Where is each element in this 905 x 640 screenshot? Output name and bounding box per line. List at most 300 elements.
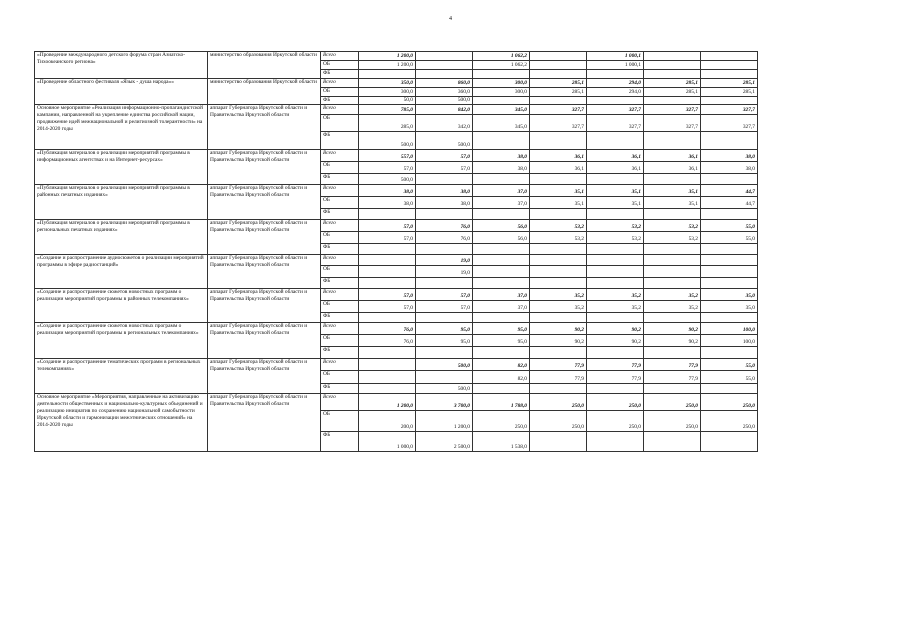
amount-cell [587,347,644,359]
amount-cell: 1 062,2 [473,52,530,61]
executor-cell: министерство образования Иркутской области [208,52,321,79]
amount-cell [644,52,701,61]
amount-cell [587,278,644,289]
amount-cell [587,313,644,323]
amount-cell: 500,0 [416,359,473,371]
table-body [35,52,758,452]
amount-cell [587,244,644,255]
amount-cell [473,244,530,255]
amount-cell: 285,1 [644,88,701,97]
amount-cell: 285,1 [530,88,587,97]
funding-source-cell: Всего [321,359,359,371]
funding-source-cell: Всего [321,220,359,232]
amount-cell [587,432,644,452]
table-row [35,359,758,371]
amount-cell: 38,0 [701,162,758,174]
executor-cell: аппарат Губернатора Иркутской области и Правительства Иркутской области [208,359,321,394]
amount-cell: 82,0 [473,371,530,384]
amount-cell [644,244,701,255]
amount-cell: 250,0 [701,411,758,432]
page-number: 4 [449,16,452,22]
amount-cell: 38,0 [416,197,473,209]
amount-cell: 285,1 [701,88,758,97]
amount-cell: 77,9 [530,371,587,384]
amount-cell: 90,2 [644,335,701,347]
executor-cell: аппарат Губернатора Иркутской области и Правительства Иркутской области [208,105,321,150]
amount-cell [701,97,758,105]
executor-cell: аппарат Губернатора Иркутской области и Правительства Иркутской области [208,220,321,255]
amount-cell: 285,1 [530,79,587,88]
amount-cell [359,347,416,359]
amount-cell [473,132,530,150]
amount-cell: 90,2 [587,335,644,347]
amount-cell: 36,1 [644,162,701,174]
funding-source-cell: ОБ [321,371,359,384]
amount-cell: 500,0 [359,174,416,185]
amount-cell: 35,1 [587,185,644,197]
activity-name-cell: Основное мероприятие «Мероприятия, направленные на активизацию деятельности общественных и национально-культурных объединений и реализацию инициатив по сохранению национальной самобытности Иркутской области и гармонизации межэтнических отношений» на 2014-2020 годы [35,394,208,452]
table-row [35,289,758,301]
amount-cell [587,209,644,220]
amount-cell: 35,1 [530,185,587,197]
amount-cell: 1 062,2 [473,61,530,70]
amount-cell [644,132,701,150]
amount-cell [701,244,758,255]
amount-cell: 327,7 [701,115,758,132]
activity-name-cell: «Проведение областного фестиваля «Язык - душа народа»» [35,79,208,105]
amount-cell [359,255,416,266]
activity-name-cell: «Создание и распространение тематических программ в региональных телекомпаниях» [35,359,208,394]
amount-cell [359,278,416,289]
executor-cell: аппарат Губернатора Иркутской области и Правительства Иркутской области [208,289,321,323]
funding-source-cell: ФБ [321,97,359,105]
amount-cell: 95,0 [416,335,473,347]
executor-cell: аппарат Губернатора Иркутской области и Правительства Иркутской области [208,150,321,185]
amount-cell: 300,0 [473,79,530,88]
amount-cell [473,347,530,359]
amount-cell [530,209,587,220]
amount-cell: 37,0 [473,197,530,209]
amount-cell [587,70,644,79]
amount-cell [701,132,758,150]
activity-name-cell: «Создание и распространение аудиосюжетов о реализации мероприятий программы в эфире радиостанций» [35,255,208,289]
amount-cell: 53,2 [587,232,644,244]
amount-cell [701,266,758,278]
amount-cell: 76,0 [416,232,473,244]
amount-cell: 53,2 [587,220,644,232]
amount-cell: 285,1 [701,79,758,88]
amount-cell: 55,0 [701,359,758,371]
activity-name-cell: «Проведение международного детского форума стран Азиатско-Тихоокеанского региона» [35,52,208,79]
amount-cell [644,209,701,220]
executor-cell: министерство образования Иркутской области [208,79,321,105]
funding-source-cell: ОБ [321,61,359,70]
amount-cell: 200,0 [359,411,416,432]
amount-cell: 300,0 [473,88,530,97]
amount-cell: 53,2 [530,220,587,232]
amount-cell: 345,0 [473,105,530,115]
amount-cell [530,61,587,70]
funding-source-cell: ФБ [321,132,359,150]
amount-cell: 250,0 [701,394,758,411]
amount-cell: 55,0 [701,220,758,232]
amount-cell [701,52,758,61]
amount-cell [644,384,701,394]
amount-cell [416,70,473,79]
amount-cell: 285,1 [644,79,701,88]
amount-cell: 285,0 [359,115,416,132]
funding-source-cell: ФБ [321,432,359,452]
amount-cell [359,313,416,323]
amount-cell [473,209,530,220]
amount-cell [359,384,416,394]
amount-cell [359,359,416,371]
amount-cell: 57,0 [359,301,416,313]
amount-cell: 250,0 [587,394,644,411]
amount-cell: 1 200,0 [359,61,416,70]
amount-cell [473,255,530,266]
funding-source-cell: ОБ [321,115,359,132]
amount-cell: 19,0 [416,266,473,278]
funding-source-cell: ОБ [321,411,359,432]
amount-cell [530,384,587,394]
amount-cell [644,97,701,105]
table-row [35,52,758,61]
amount-cell [644,347,701,359]
amount-cell: 557,0 [359,150,416,162]
amount-cell [359,209,416,220]
amount-cell [473,174,530,185]
amount-cell: 19,0 [416,255,473,266]
amount-cell: 38,0 [473,150,530,162]
amount-cell: 35,0 [701,301,758,313]
program-funding-table [34,51,758,452]
amount-cell: 38,0 [359,185,416,197]
amount-cell [473,313,530,323]
amount-cell [530,278,587,289]
amount-cell [701,174,758,185]
amount-cell: 35,1 [644,185,701,197]
amount-cell: 500,0 [416,97,473,105]
activity-name-cell: «Публикация материалов о реализации мероприятий программы в районных печатных изданиях» [35,185,208,220]
amount-cell: 35,2 [587,289,644,301]
amount-cell: 44,7 [701,185,758,197]
amount-cell [416,313,473,323]
amount-cell [416,52,473,61]
amount-cell: 1 538,0 [473,432,530,452]
amount-cell: 76,0 [359,323,416,335]
amount-cell [587,132,644,150]
amount-cell [644,313,701,323]
table-row [35,150,758,162]
amount-cell: 57,0 [416,289,473,301]
amount-cell: 57,0 [359,220,416,232]
amount-cell [587,174,644,185]
amount-cell: 36,1 [587,162,644,174]
amount-cell [530,132,587,150]
amount-cell: 38,0 [473,162,530,174]
amount-cell: 77,9 [530,359,587,371]
amount-cell: 294,0 [587,88,644,97]
amount-cell [473,70,530,79]
amount-cell [587,266,644,278]
funding-source-cell: ФБ [321,174,359,185]
funding-source-cell: ОБ [321,197,359,209]
amount-cell [701,255,758,266]
amount-cell [530,52,587,61]
amount-cell: 250,0 [644,411,701,432]
executor-cell: аппарат Губернатора Иркутской области и Правительства Иркутской области [208,394,321,452]
amount-cell: 35,0 [701,289,758,301]
funding-source-cell: Всего [321,394,359,411]
amount-cell: 53,2 [530,232,587,244]
amount-cell [530,174,587,185]
activity-name-cell: «Создание и распространение сюжетов новостных программ о реализации мероприятий программы в региональных телекомпаниях» [35,323,208,359]
funding-source-cell: ФБ [321,384,359,394]
amount-cell [587,384,644,394]
amount-cell: 55,0 [701,371,758,384]
amount-cell [416,209,473,220]
amount-cell: 53,2 [644,220,701,232]
amount-cell: 842,0 [416,105,473,115]
amount-cell: 37,0 [473,301,530,313]
amount-cell: 77,9 [587,359,644,371]
amount-cell [359,244,416,255]
amount-cell: 327,7 [644,115,701,132]
funding-source-cell: Всего [321,185,359,197]
amount-cell [359,371,416,384]
amount-cell: 56,0 [473,232,530,244]
funding-source-cell: ФБ [321,347,359,359]
amount-cell: 76,0 [416,220,473,232]
activity-name-cell: «Публикация материалов о реализации мероприятий программы в информационных агентствах и на Интернет-ресурсах» [35,150,208,185]
amount-cell: 360,0 [416,88,473,97]
amount-cell: 250,0 [530,411,587,432]
amount-cell [416,371,473,384]
funding-source-cell: ОБ [321,266,359,278]
amount-cell: 250,0 [644,394,701,411]
amount-cell: 860,0 [416,79,473,88]
amount-cell: 327,7 [644,105,701,115]
amount-cell: 327,7 [530,115,587,132]
amount-cell: 57,0 [359,162,416,174]
amount-cell: 35,2 [644,301,701,313]
amount-cell: 90,2 [530,335,587,347]
amount-cell: 327,7 [530,105,587,115]
amount-cell [473,97,530,105]
funding-source-cell: ОБ [321,162,359,174]
amount-cell: 53,2 [644,232,701,244]
amount-cell [359,70,416,79]
amount-cell: 35,1 [644,197,701,209]
executor-cell: аппарат Губернатора Иркутской области и Правительства Иркутской области [208,185,321,220]
amount-cell [644,61,701,70]
amount-cell: 3 700,0 [416,394,473,411]
amount-cell: 57,0 [416,150,473,162]
amount-cell [701,432,758,452]
amount-cell: 38,0 [359,197,416,209]
amount-cell [644,432,701,452]
amount-cell: 37,0 [473,289,530,301]
amount-cell: 90,2 [644,323,701,335]
amount-cell [587,97,644,105]
amount-cell: 35,1 [587,197,644,209]
funding-source-cell: ОБ [321,301,359,313]
amount-cell [416,278,473,289]
amount-cell [530,266,587,278]
amount-cell: 35,1 [530,197,587,209]
amount-cell: 36,1 [530,162,587,174]
amount-cell [530,244,587,255]
amount-cell [416,347,473,359]
amount-cell: 56,0 [473,220,530,232]
amount-cell: 35,2 [530,301,587,313]
amount-cell: 1 000,1 [587,61,644,70]
amount-cell: 250,0 [587,411,644,432]
amount-cell [416,61,473,70]
amount-cell: 37,0 [473,185,530,197]
amount-cell: 55,0 [701,232,758,244]
amount-cell: 35,2 [587,301,644,313]
amount-cell: 1 000,0 [359,432,416,452]
amount-cell [530,70,587,79]
funding-source-cell: ОБ [321,335,359,347]
amount-cell: 500,0 [416,384,473,394]
amount-cell: 38,0 [701,150,758,162]
amount-cell: 57,0 [416,301,473,313]
amount-cell: 100,0 [701,323,758,335]
amount-cell: 76,0 [359,335,416,347]
amount-cell: 500,0 [416,132,473,150]
amount-cell [701,313,758,323]
amount-cell [701,384,758,394]
table-row [35,105,758,115]
table-row [35,220,758,232]
amount-cell [530,97,587,105]
amount-cell: 57,0 [359,289,416,301]
amount-cell [644,266,701,278]
amount-cell: 35,2 [644,289,701,301]
funding-source-cell: Всего [321,52,359,61]
funding-source-cell: ОБ [321,232,359,244]
amount-cell: 1 000,1 [587,52,644,61]
amount-cell [473,266,530,278]
amount-cell: 327,7 [587,115,644,132]
amount-cell [473,278,530,289]
amount-cell: 785,0 [359,105,416,115]
amount-cell: 90,2 [530,323,587,335]
amount-cell [644,278,701,289]
amount-cell: 77,9 [644,371,701,384]
amount-cell: 44,7 [701,197,758,209]
amount-cell: 57,0 [416,162,473,174]
amount-cell [644,255,701,266]
table-row [35,255,758,266]
amount-cell: 294,0 [587,79,644,88]
amount-cell: 1 200,0 [416,411,473,432]
funding-source-cell: ФБ [321,278,359,289]
amount-cell: 95,0 [473,335,530,347]
amount-cell: 300,0 [359,88,416,97]
amount-cell: 250,0 [530,394,587,411]
amount-cell: 500,0 [359,132,416,150]
amount-cell: 77,9 [644,359,701,371]
amount-cell [701,70,758,79]
activity-name-cell: «Публикация материалов о реализации мероприятий программы в региональных печатных изданиях» [35,220,208,255]
executor-cell: аппарат Губернатора Иркутской области и Правительства Иркутской области [208,255,321,289]
amount-cell: 35,2 [530,289,587,301]
amount-cell [587,255,644,266]
funding-source-cell: ФБ [321,313,359,323]
funding-source-cell: Всего [321,105,359,115]
amount-cell: 250,0 [473,411,530,432]
amount-cell: 350,0 [359,79,416,88]
amount-cell: 36,1 [530,150,587,162]
amount-cell [701,278,758,289]
funding-source-cell: Всего [321,323,359,335]
amount-cell: 2 500,0 [416,432,473,452]
amount-cell: 50,0 [359,97,416,105]
funding-source-cell: ФБ [321,70,359,79]
amount-cell [701,347,758,359]
amount-cell: 345,0 [473,115,530,132]
amount-cell: 95,0 [416,323,473,335]
amount-cell: 36,1 [644,150,701,162]
amount-cell: 1 200,0 [359,52,416,61]
amount-cell: 82,0 [473,359,530,371]
table-row [35,185,758,197]
amount-cell [359,266,416,278]
executor-cell: аппарат Губернатора Иркутской области и Правительства Иркутской области [208,323,321,359]
amount-cell: 1 788,0 [473,394,530,411]
amount-cell [701,209,758,220]
table-row [35,79,758,88]
activity-name-cell: «Создание и распространение сюжетов новостных программ о реализации мероприятий программы в районных телекомпаниях» [35,289,208,323]
amount-cell [701,61,758,70]
amount-cell: 95,0 [473,323,530,335]
amount-cell [530,347,587,359]
amount-cell [530,313,587,323]
funding-source-cell: Всего [321,79,359,88]
amount-cell [416,174,473,185]
funding-source-cell: ФБ [321,209,359,220]
table-row [35,323,758,335]
amount-cell: 342,0 [416,115,473,132]
funding-source-cell: ОБ [321,88,359,97]
amount-cell: 1 200,0 [359,394,416,411]
amount-cell: 90,2 [587,323,644,335]
funding-source-cell: Всего [321,255,359,266]
table-row [35,394,758,411]
amount-cell: 36,1 [587,150,644,162]
amount-cell: 327,7 [701,105,758,115]
amount-cell: 57,0 [359,232,416,244]
funding-source-cell: Всего [321,289,359,301]
amount-cell [530,432,587,452]
amount-cell: 327,7 [587,105,644,115]
amount-cell [416,244,473,255]
amount-cell [473,384,530,394]
amount-cell: 38,0 [416,185,473,197]
funding-source-cell: ФБ [321,244,359,255]
amount-cell [644,174,701,185]
funding-source-cell: Всего [321,150,359,162]
amount-cell [644,70,701,79]
amount-cell: 77,9 [587,371,644,384]
amount-cell [530,255,587,266]
activity-name-cell: Основное мероприятие «Реализация информационно-пропагандистской кампании, направленной на укрепление единства российской нации, продвижение идей межнациональной и религиозной толерантности» на 2014-2020 годы [35,105,208,150]
amount-cell: 100,0 [701,335,758,347]
